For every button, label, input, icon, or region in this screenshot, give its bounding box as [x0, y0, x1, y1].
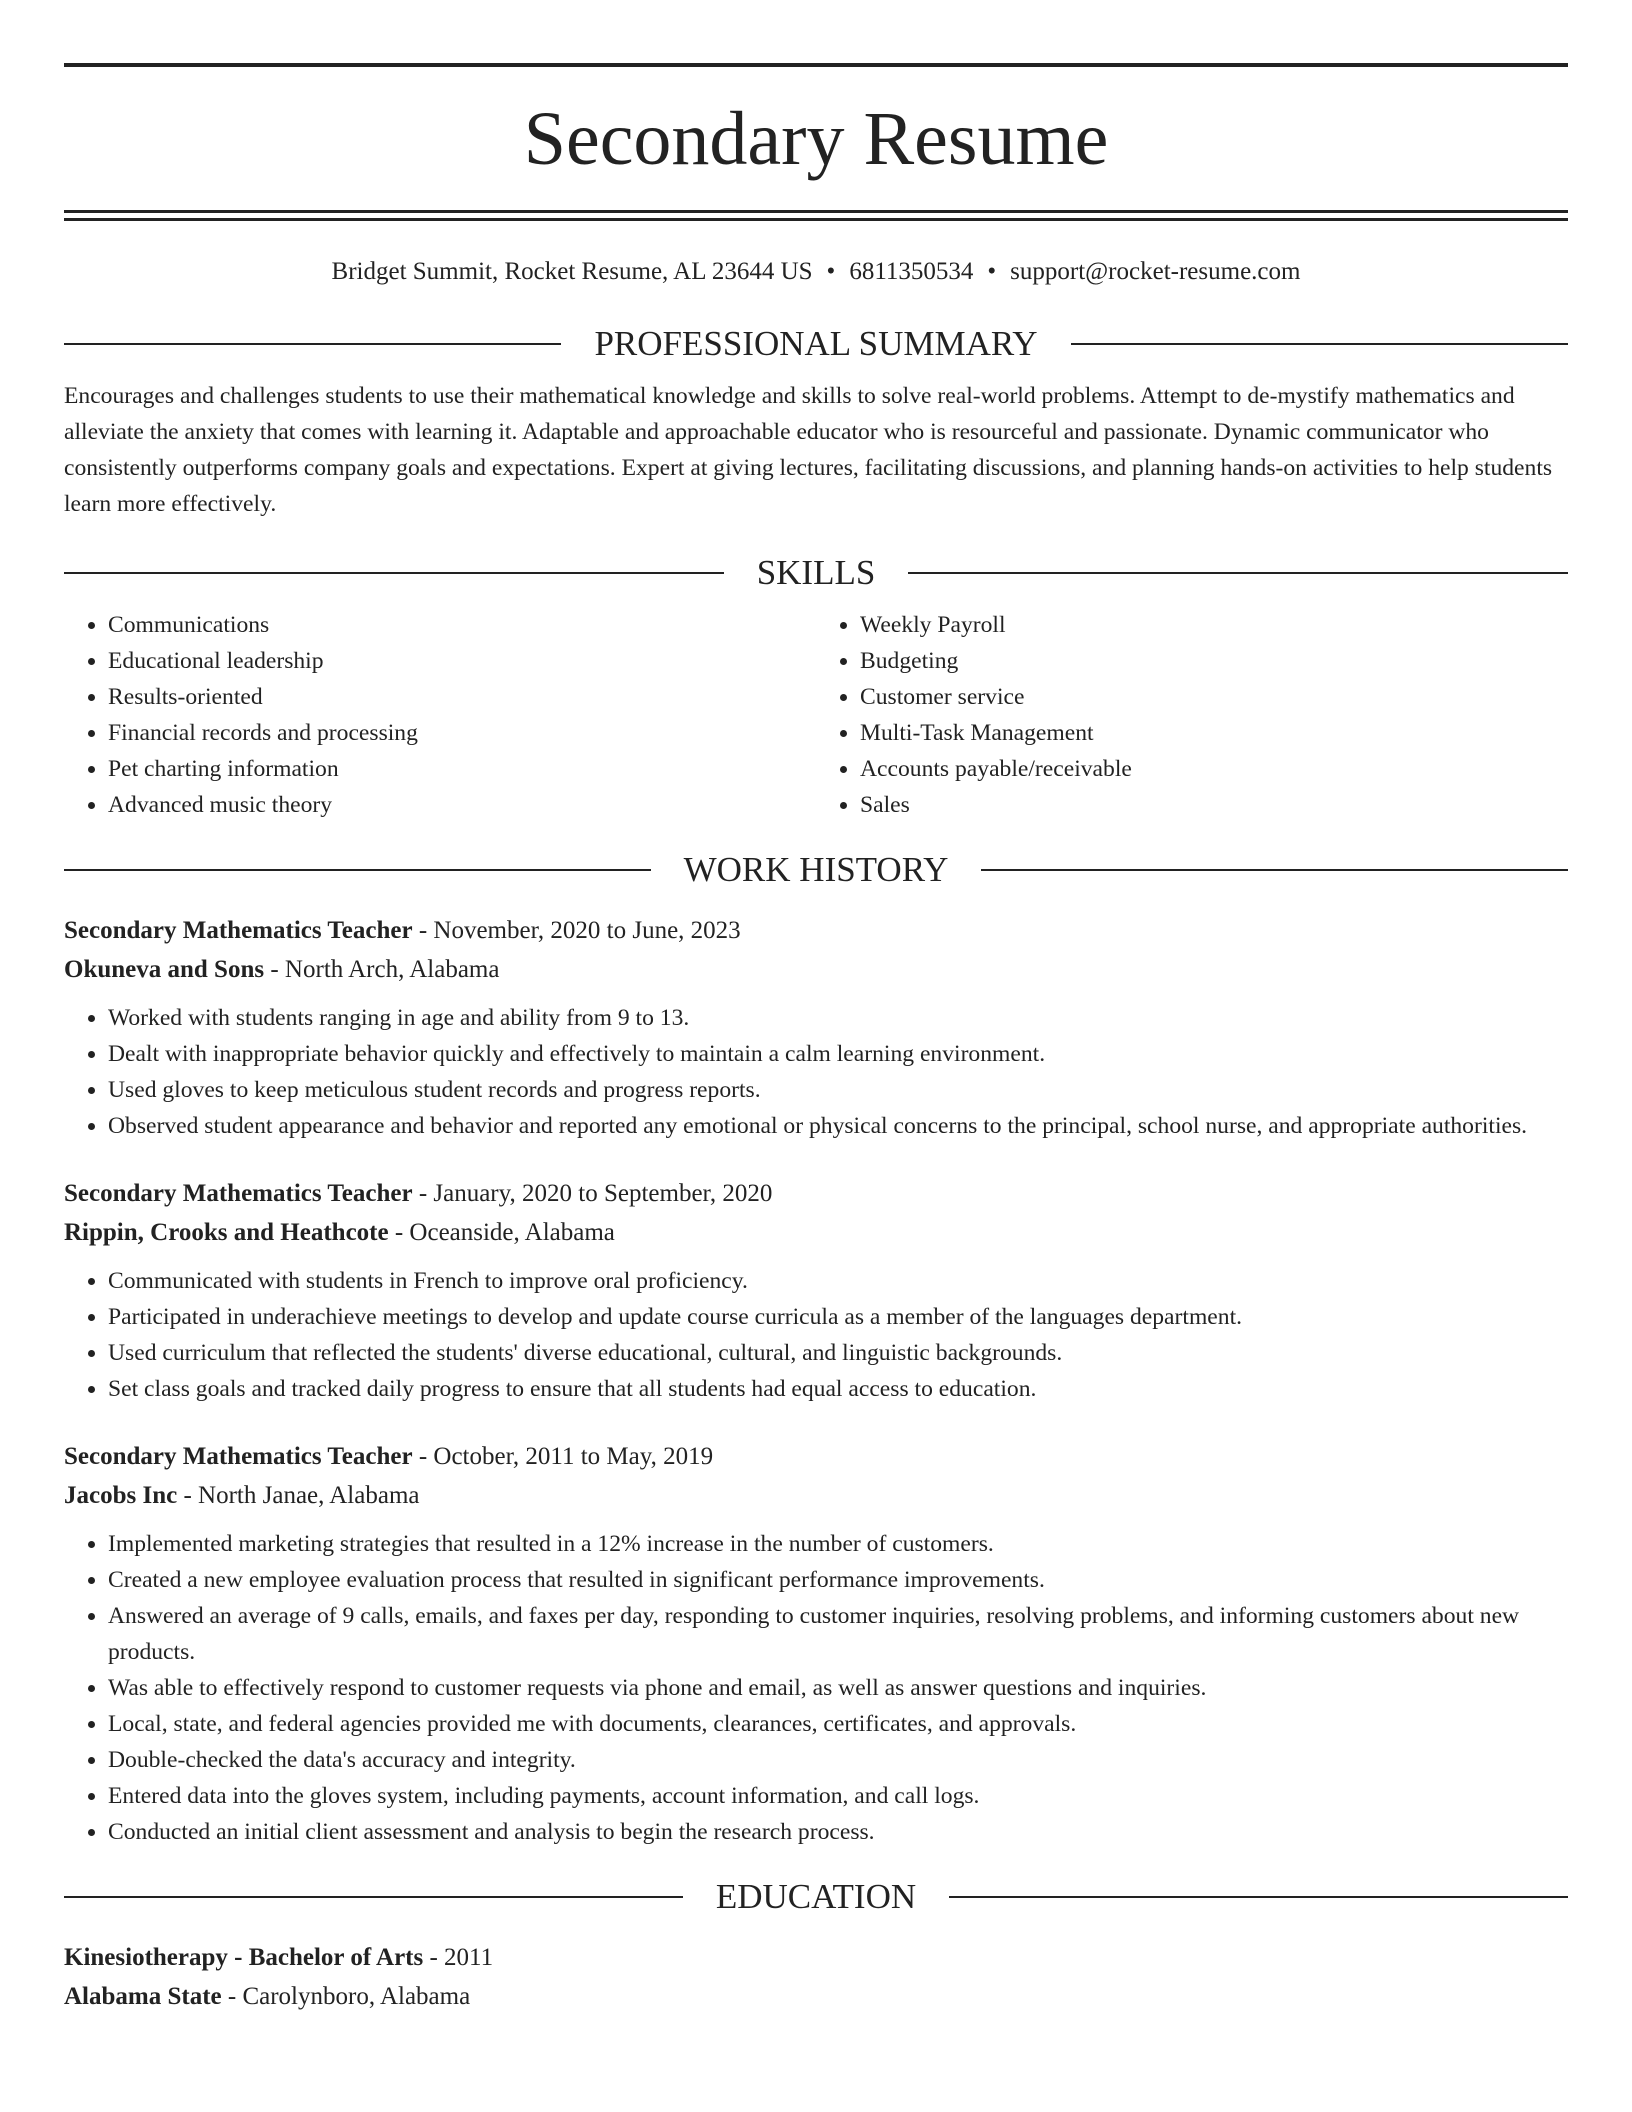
section-heading-label: EDUCATION — [715, 1877, 917, 1916]
section-heading-summary — [64, 324, 1568, 364]
title-double-rule — [64, 210, 1568, 221]
skill-item: • Budgeting — [860, 643, 1568, 679]
job-location: - Oceanside, Alabama — [388, 1219, 615, 1246]
summary-text: Encourages and challenges students to use their mathematical knowledge and skills to solve real-world problems. Attempt to de-mystify mathematics and alleviate the anxiety that comes with learning it. Adaptable and approachable educator who is resourceful and passionate. Dynamic communicator who consistently outperforms company goals and expectations. Expert at giving lectures, facilitating discussions, and planning hands-on activities to help students learn more effectively. — [64, 383, 1553, 517]
heading-rule — [949, 1896, 1568, 1898]
resume-title: Secondary Resume — [523, 97, 1109, 181]
job-title: Secondary Mathematics Teacher — [64, 1443, 413, 1470]
job-entry — [64, 1437, 1568, 1850]
job-bullet: • Worked with students ranging in age and ability from 9 to 13. — [108, 1000, 1568, 1036]
education-school-line — [64, 1977, 1568, 2016]
education-entry — [64, 1938, 1568, 2016]
job-location: - North Janae, Alabama — [177, 1482, 420, 1509]
job-title: Secondary Mathematics Teacher — [64, 917, 413, 944]
heading-rule — [64, 343, 561, 345]
education-degree: Kinesiotherapy - Bachelor of Arts — [64, 1944, 424, 1971]
skill-item: • Pet charting information — [108, 751, 816, 787]
skill-item: • Accounts payable/receivable — [860, 751, 1568, 787]
education-degree-line — [64, 1938, 1568, 1977]
education-school: Alabama State — [64, 1983, 222, 2010]
skill-item: • Weekly Payroll — [860, 607, 1568, 643]
section-heading-label: SKILLS — [756, 553, 876, 592]
job-bullet-list — [64, 1526, 1568, 1850]
job-dates: - October, 2011 to May, 2019 — [412, 1443, 714, 1470]
contact-email: support@rocket-resume.com — [1010, 258, 1301, 285]
section-heading-label: WORK HISTORY — [683, 850, 949, 889]
heading-rule — [64, 869, 651, 871]
job-entry — [64, 911, 1568, 1144]
skill-item: • Advanced music theory — [108, 787, 816, 823]
job-bullet: • Conducted an initial client assessment and analysis to begin the research process. — [108, 1814, 1568, 1850]
heading-rule — [908, 572, 1568, 574]
section-heading-label: PROFESSIONAL SUMMARY — [594, 324, 1038, 363]
job-title: Secondary Mathematics Teacher — [64, 1180, 413, 1207]
job-company: Jacobs Inc — [64, 1482, 178, 1509]
job-title-line — [64, 1174, 1568, 1213]
education-location: - Carolynboro, Alabama — [221, 1983, 471, 2010]
skill-item: • Customer service — [860, 679, 1568, 715]
contact-phone: 6811350534 — [849, 258, 974, 285]
job-title-line — [64, 1437, 1568, 1476]
job-bullet: • Communicated with students in French to improve oral proficiency. — [108, 1263, 1568, 1299]
skills-columns — [64, 607, 1568, 823]
job-bullet: • Observed student appearance and behavior and reported any emotional or physical concerns to the principal, school nurse, and appropriate authorities. — [108, 1108, 1568, 1144]
skill-item: • Results-oriented — [108, 679, 816, 715]
top-rule — [64, 63, 1568, 67]
heading-rule — [1071, 343, 1568, 345]
job-bullet: • Participated in underachieve meetings to develop and update course curricula as a member of the languages department. — [108, 1299, 1568, 1335]
job-bullet: • Created a new employee evaluation process that resulted in significant performance improvements. — [108, 1562, 1568, 1598]
job-location: - North Arch, Alabama — [264, 956, 500, 983]
job-dates: - November, 2020 to June, 2023 — [412, 917, 741, 944]
job-company-line — [64, 1213, 1568, 1252]
skill-item: • Communications — [108, 607, 816, 643]
skills-list-right — [816, 607, 1568, 823]
skills-list-left — [64, 607, 816, 823]
job-dates: - January, 2020 to September, 2020 — [412, 1180, 773, 1207]
section-heading-skills — [64, 553, 1568, 593]
heading-rule — [981, 869, 1568, 871]
job-bullet: • Was able to effectively respond to customer requests via phone and email, as well as answer questions and inquiries. — [108, 1670, 1568, 1706]
job-bullet-list — [64, 1263, 1568, 1407]
job-title-line — [64, 911, 1568, 950]
heading-rule — [64, 572, 724, 574]
skill-item: • Educational leadership — [108, 643, 816, 679]
contact-line — [64, 257, 1568, 287]
skill-item: • Multi-Task Management — [860, 715, 1568, 751]
job-company: Okuneva and Sons — [64, 956, 265, 983]
contact-separator: • — [987, 258, 997, 285]
job-bullet: • Answered an average of 9 calls, emails, and faxes per day, responding to customer inquiries, resolving problems, and informing customers about new products. — [108, 1598, 1568, 1670]
section-heading-work — [64, 850, 1568, 890]
job-company-line — [64, 1476, 1568, 1515]
section-heading-education — [64, 1877, 1568, 1917]
job-bullet: • Set class goals and tracked daily progress to ensure that all students had equal access to education. — [108, 1371, 1568, 1407]
education-year: - 2011 — [423, 1944, 494, 1971]
resume-page — [64, 0, 1568, 2016]
contact-separator: • — [826, 258, 836, 285]
job-bullet: • Local, state, and federal agencies provided me with documents, clearances, certificates, and approvals. — [108, 1706, 1568, 1742]
job-bullet: • Entered data into the gloves system, including payments, account information, and call logs. — [108, 1778, 1568, 1814]
heading-rule — [64, 1896, 683, 1898]
job-bullet: • Dealt with inappropriate behavior quickly and effectively to maintain a calm learning environment. — [108, 1036, 1568, 1072]
job-company-line — [64, 950, 1568, 989]
job-bullet: • Implemented marketing strategies that resulted in a 12% increase in the number of customers. — [108, 1526, 1568, 1562]
job-bullet: • Double-checked the data's accuracy and integrity. — [108, 1742, 1568, 1778]
skill-item: • Financial records and processing — [108, 715, 816, 751]
job-bullet: • Used curriculum that reflected the students' diverse educational, cultural, and linguistic backgrounds. — [108, 1335, 1568, 1371]
job-entry — [64, 1174, 1568, 1407]
job-bullet-list — [64, 1000, 1568, 1144]
skill-item: • Sales — [860, 787, 1568, 823]
job-company: Rippin, Crooks and Heathcote — [64, 1219, 389, 1246]
contact-address: Bridget Summit, Rocket Resume, AL 23644 US — [331, 258, 813, 285]
job-bullet: • Used gloves to keep meticulous student records and progress reports. — [108, 1072, 1568, 1108]
